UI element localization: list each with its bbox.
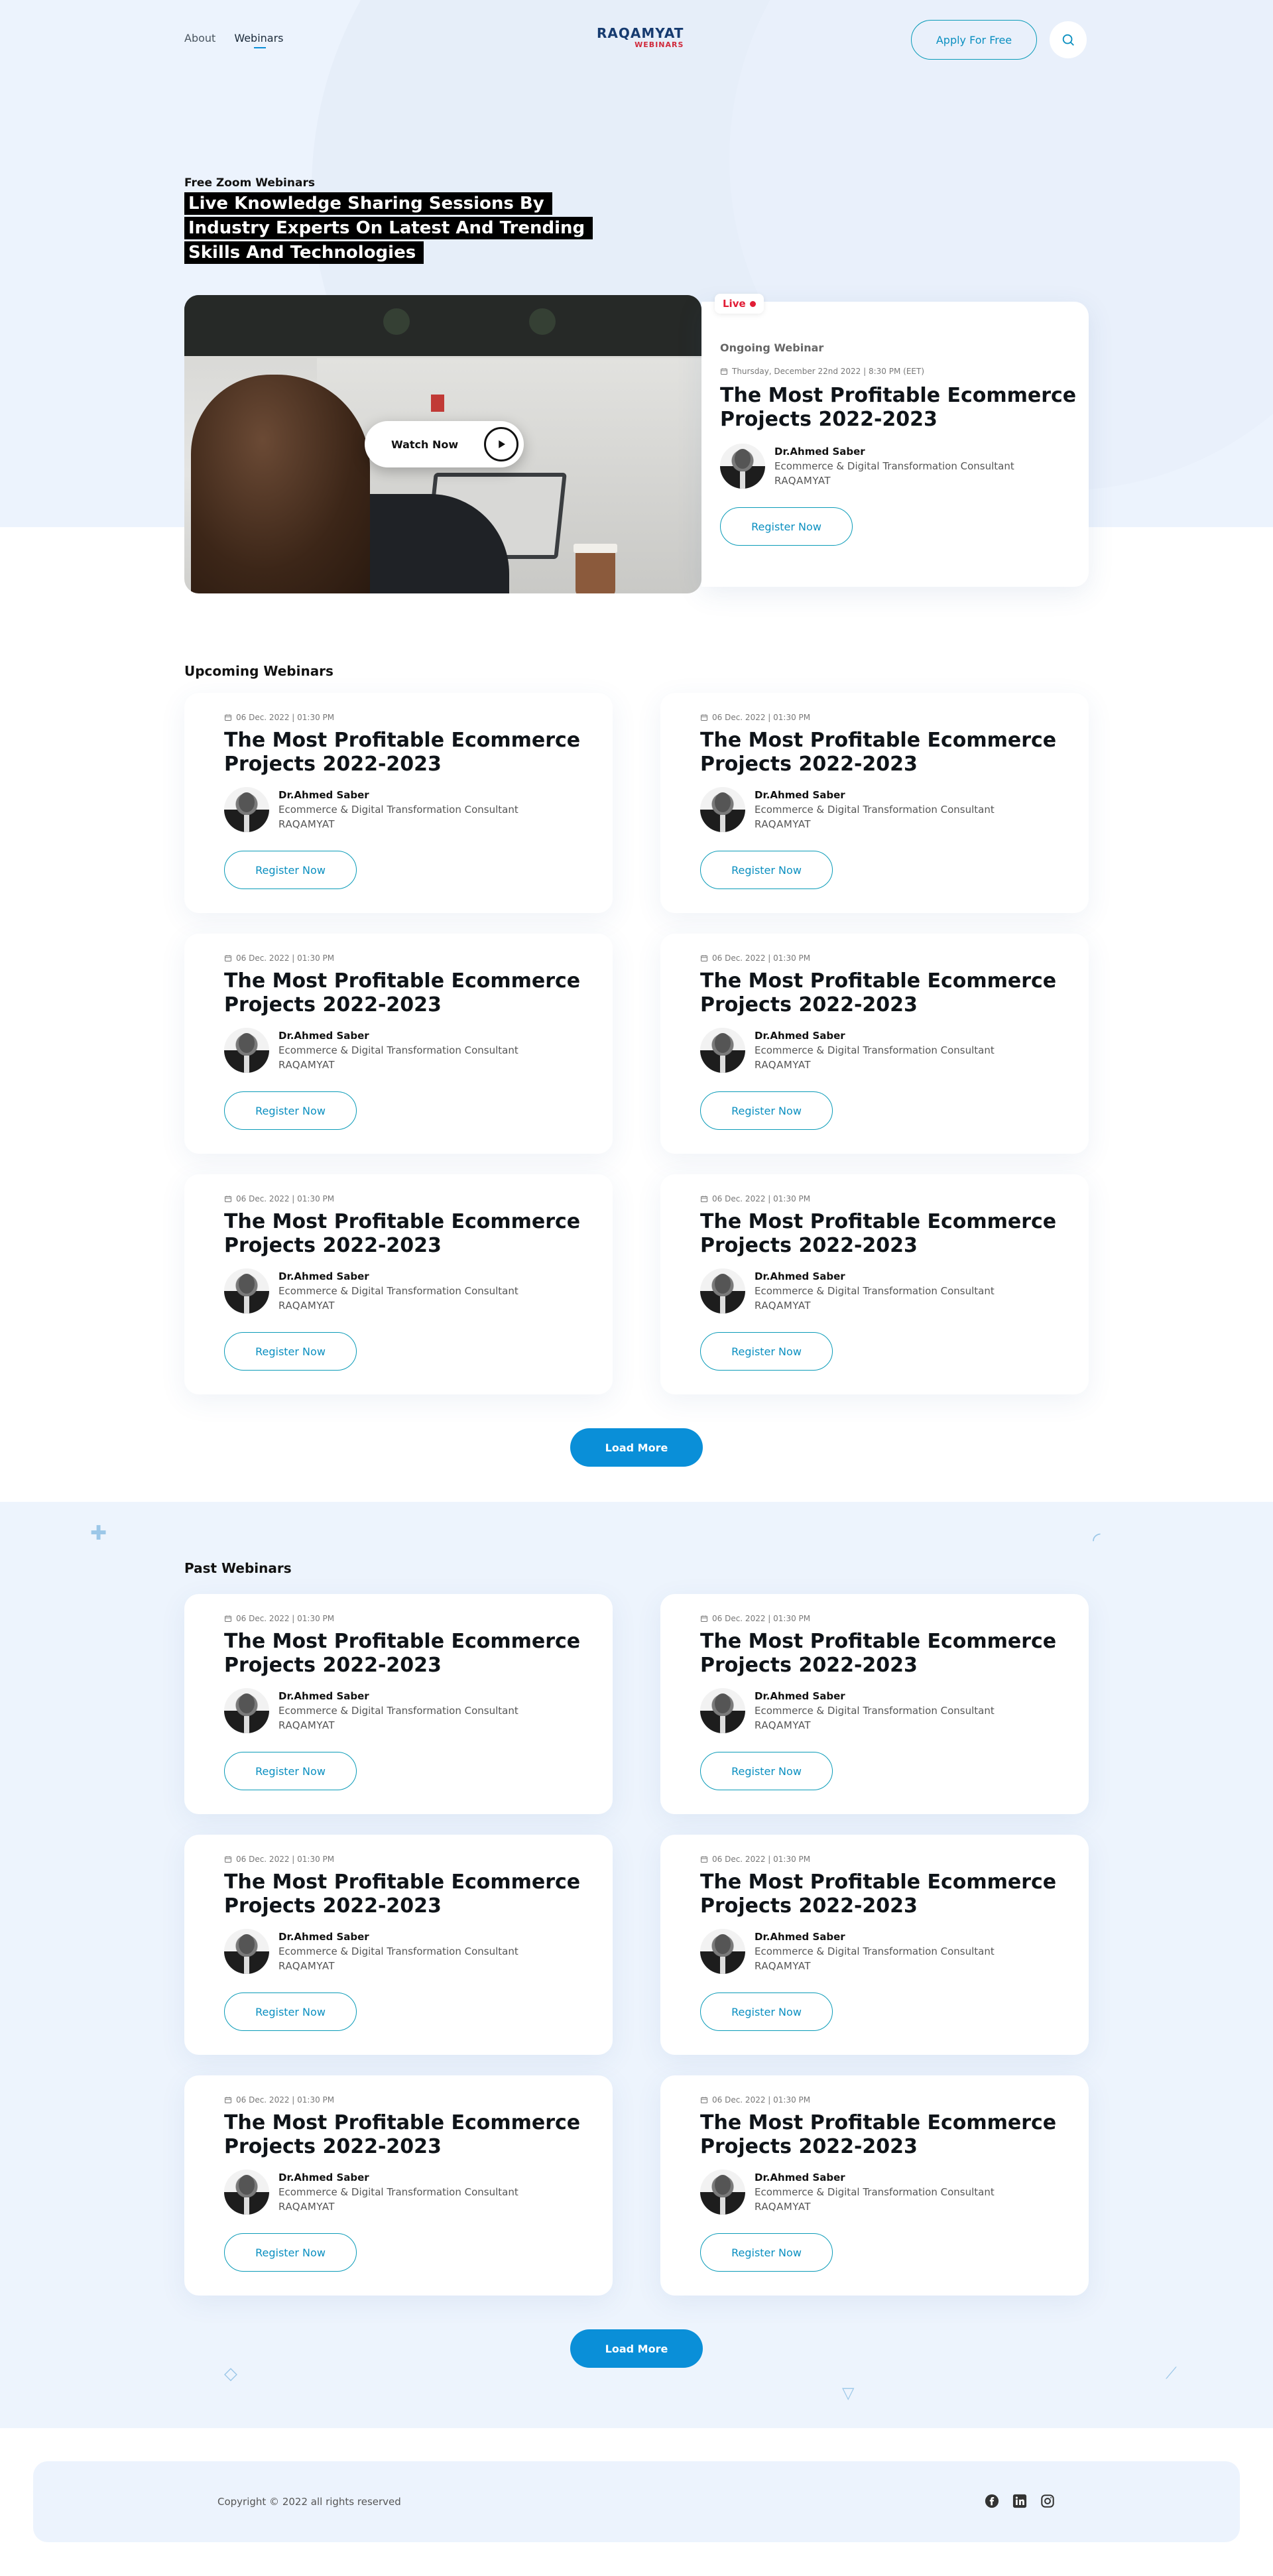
webinar-title: The Most Profitable Ecommerce Projects 2022-2023 bbox=[224, 1210, 581, 1257]
speaker bbox=[224, 2170, 518, 2215]
speaker-role: Ecommerce & Digital Transformation Consultant bbox=[278, 2186, 518, 2198]
speaker-role: Ecommerce & Digital Transformation Consultant bbox=[278, 1285, 518, 1297]
speaker-role: Ecommerce & Digital Transformation Consultant bbox=[278, 804, 518, 816]
live-dot-icon bbox=[750, 301, 756, 307]
calendar-icon bbox=[700, 2096, 708, 2104]
webinar-date bbox=[224, 1614, 334, 1623]
play-icon bbox=[484, 427, 518, 461]
webinar-date-text: 06 Dec. 2022 | 01:30 PM bbox=[236, 1614, 335, 1623]
speaker-name: Dr.Ahmed Saber bbox=[278, 2172, 369, 2183]
speaker-org: RAQAMYAT bbox=[278, 2201, 335, 2213]
webinar-date-text: 06 Dec. 2022 | 01:30 PM bbox=[712, 953, 811, 963]
webinar-title: The Most Profitable Ecommerce Projects 2022-2023 bbox=[720, 384, 1077, 431]
past-webinars-title: Past Webinars bbox=[184, 1560, 292, 1576]
webinar-date bbox=[700, 2095, 810, 2105]
speaker-role: Ecommerce & Digital Transformation Consultant bbox=[755, 804, 995, 816]
webinar-card bbox=[660, 1835, 1089, 2055]
register-now-button[interactable]: Register Now bbox=[224, 851, 357, 889]
speaker-org: RAQAMYAT bbox=[755, 2201, 812, 2213]
avatar bbox=[700, 1929, 745, 1974]
register-now-button[interactable]: Register Now bbox=[700, 1091, 833, 1130]
logo-subtitle: WEBINARS bbox=[635, 40, 684, 49]
webinar-date bbox=[224, 1855, 334, 1864]
speaker-role: Ecommerce & Digital Transformation Consultant bbox=[278, 1705, 518, 1717]
speaker-org: RAQAMYAT bbox=[755, 1059, 812, 1071]
speaker bbox=[224, 787, 518, 832]
register-now-button[interactable]: Register Now bbox=[720, 507, 853, 546]
avatar bbox=[224, 1268, 269, 1314]
speaker-org: RAQAMYAT bbox=[278, 818, 335, 830]
watch-now-label: Watch Now bbox=[391, 438, 459, 451]
site-header bbox=[184, 20, 1089, 60]
copyright-text: Copyright © 2022 all rights reserved bbox=[217, 2496, 401, 2508]
search-icon bbox=[1061, 32, 1075, 47]
speaker-name: Dr.Ahmed Saber bbox=[278, 1270, 369, 1282]
webinar-card bbox=[660, 2075, 1089, 2296]
register-now-button[interactable]: Register Now bbox=[700, 851, 833, 889]
webinar-card bbox=[660, 1174, 1089, 1394]
speaker bbox=[224, 1268, 518, 1314]
webinar-card bbox=[660, 693, 1089, 913]
photo-coffee-cup bbox=[576, 550, 615, 593]
hero-title-text: Live Knowledge Sharing Sessions By Industry Experts On Latest And Trending Skills And Technologies bbox=[184, 192, 593, 264]
calendar-icon bbox=[224, 1615, 232, 1623]
webinar-date-text: 06 Dec. 2022 | 01:30 PM bbox=[712, 1614, 811, 1623]
calendar-icon bbox=[700, 954, 708, 962]
webinar-date bbox=[700, 1855, 810, 1864]
linkedin-icon[interactable] bbox=[1012, 2493, 1028, 2509]
speaker-role: Ecommerce & Digital Transformation Consultant bbox=[755, 1044, 995, 1056]
avatar bbox=[700, 1028, 745, 1073]
nav-webinars[interactable]: Webinars bbox=[234, 32, 284, 44]
webinar-title: The Most Profitable Ecommerce Projects 2022-2023 bbox=[224, 969, 581, 1016]
speaker-role: Ecommerce & Digital Transformation Consultant bbox=[278, 1044, 518, 1056]
register-now-button[interactable]: Register Now bbox=[224, 2233, 357, 2272]
speaker-name: Dr.Ahmed Saber bbox=[278, 1030, 369, 1042]
calendar-icon bbox=[700, 1195, 708, 1203]
speaker-role: Ecommerce & Digital Transformation Consultant bbox=[755, 1285, 995, 1297]
speaker bbox=[224, 1028, 518, 1073]
calendar-icon bbox=[224, 954, 232, 962]
speaker bbox=[224, 1688, 518, 1733]
webinar-card bbox=[184, 693, 613, 913]
speaker-name: Dr.Ahmed Saber bbox=[278, 1690, 369, 1702]
webinar-card bbox=[184, 1174, 613, 1394]
speaker-name: Dr.Ahmed Saber bbox=[755, 1690, 845, 1702]
speaker-name: Dr.Ahmed Saber bbox=[755, 789, 845, 801]
webinar-title: The Most Profitable Ecommerce Projects 2022-2023 bbox=[700, 1871, 1057, 1918]
speaker-org: RAQAMYAT bbox=[278, 1059, 335, 1071]
speaker bbox=[720, 444, 1014, 489]
speaker-name: Dr.Ahmed Saber bbox=[755, 1270, 845, 1282]
webinar-date-text: 06 Dec. 2022 | 01:30 PM bbox=[236, 713, 335, 722]
webinar-date bbox=[720, 367, 924, 376]
ongoing-webinar-video[interactable] bbox=[184, 295, 701, 593]
webinar-title: The Most Profitable Ecommerce Projects 2022-2023 bbox=[700, 1630, 1057, 1677]
avatar bbox=[720, 444, 765, 489]
photo-person-hair bbox=[191, 375, 370, 593]
avatar bbox=[224, 2170, 269, 2215]
speaker bbox=[700, 1268, 995, 1314]
hero-title bbox=[184, 192, 609, 266]
speaker-org: RAQAMYAT bbox=[774, 475, 831, 487]
speaker-name: Dr.Ahmed Saber bbox=[755, 2172, 845, 2183]
logo-wordmark: RAQAMYAT bbox=[597, 25, 684, 41]
register-now-button[interactable]: Register Now bbox=[224, 1993, 357, 2031]
webinar-card bbox=[660, 934, 1089, 1154]
webinar-date-text: 06 Dec. 2022 | 01:30 PM bbox=[236, 2095, 335, 2105]
webinar-date bbox=[700, 1614, 810, 1623]
calendar-icon bbox=[224, 1195, 232, 1203]
avatar bbox=[224, 787, 269, 832]
webinar-title: The Most Profitable Ecommerce Projects 2022-2023 bbox=[224, 1871, 581, 1918]
webinar-date-text: Thursday, December 22nd 2022 | 8:30 PM (EET) bbox=[732, 367, 925, 376]
webinar-card bbox=[184, 934, 613, 1154]
webinar-date bbox=[224, 2095, 334, 2105]
webinar-date-text: 06 Dec. 2022 | 01:30 PM bbox=[236, 1194, 335, 1203]
webinar-title: The Most Profitable Ecommerce Projects 2022-2023 bbox=[700, 1210, 1057, 1257]
webinar-date bbox=[700, 953, 810, 963]
webinar-card bbox=[184, 1835, 613, 2055]
speaker-name: Dr.Ahmed Saber bbox=[755, 1030, 845, 1042]
webinar-card bbox=[184, 1594, 613, 1814]
register-now-button[interactable]: Register Now bbox=[700, 1332, 833, 1371]
hero-intro bbox=[184, 176, 609, 266]
avatar bbox=[224, 1688, 269, 1733]
speaker-org: RAQAMYAT bbox=[755, 1960, 812, 1972]
load-more-upcoming-button[interactable]: Load More bbox=[570, 1428, 703, 1467]
register-now-button[interactable]: Register Now bbox=[700, 1993, 833, 2031]
speaker bbox=[700, 1929, 995, 1974]
speaker-name: Dr.Ahmed Saber bbox=[774, 446, 865, 458]
speaker bbox=[700, 787, 995, 832]
webinar-date-text: 06 Dec. 2022 | 01:30 PM bbox=[712, 1194, 811, 1203]
instagram-icon[interactable] bbox=[1040, 2493, 1056, 2509]
speaker-name: Dr.Ahmed Saber bbox=[755, 1931, 845, 1943]
plus-decor-icon: ✚ bbox=[90, 1522, 107, 1545]
webinar-date bbox=[700, 713, 810, 722]
load-more-past-button[interactable]: Load More bbox=[570, 2329, 703, 2368]
apply-for-free-button[interactable]: Apply For Free bbox=[911, 20, 1037, 60]
speaker-org: RAQAMYAT bbox=[755, 818, 812, 830]
webinar-title: The Most Profitable Ecommerce Projects 2022-2023 bbox=[700, 969, 1057, 1016]
ongoing-webinar-card bbox=[701, 298, 1089, 587]
speaker-name: Dr.Ahmed Saber bbox=[278, 1931, 369, 1943]
avatar bbox=[224, 1929, 269, 1974]
speaker bbox=[700, 2170, 995, 2215]
logo[interactable] bbox=[597, 27, 684, 48]
webinar-date bbox=[224, 713, 334, 722]
webinar-title: The Most Profitable Ecommerce Projects 2022-2023 bbox=[224, 729, 581, 776]
speaker-name: Dr.Ahmed Saber bbox=[278, 789, 369, 801]
arc-decor-icon: ◜ bbox=[1093, 1528, 1101, 1552]
ongoing-label: Ongoing Webinar bbox=[720, 341, 824, 354]
speaker bbox=[224, 1929, 518, 1974]
site-footer bbox=[33, 2461, 1240, 2542]
upcoming-webinars-title: Upcoming Webinars bbox=[184, 663, 333, 679]
photo-plant bbox=[383, 308, 410, 335]
avatar bbox=[700, 787, 745, 832]
register-now-button[interactable]: Register Now bbox=[224, 1332, 357, 1371]
watch-now-button[interactable] bbox=[365, 421, 524, 467]
speaker-org: RAQAMYAT bbox=[755, 1719, 812, 1731]
calendar-icon bbox=[700, 1855, 708, 1863]
avatar bbox=[700, 2170, 745, 2215]
register-now-button[interactable]: Register Now bbox=[700, 2233, 833, 2272]
webinar-date bbox=[224, 953, 334, 963]
nav-about[interactable]: About bbox=[184, 32, 216, 44]
facebook-icon[interactable] bbox=[984, 2493, 1000, 2509]
webinar-date bbox=[700, 1194, 810, 1203]
calendar-icon bbox=[224, 713, 232, 721]
register-now-button[interactable]: Register Now bbox=[700, 1752, 833, 1790]
calendar-icon bbox=[224, 2096, 232, 2104]
webinar-title: The Most Profitable Ecommerce Projects 2022-2023 bbox=[700, 2111, 1057, 2158]
photo-object bbox=[431, 395, 444, 412]
webinar-date-text: 06 Dec. 2022 | 01:30 PM bbox=[236, 953, 335, 963]
photo-background bbox=[184, 295, 701, 356]
register-now-button[interactable]: Register Now bbox=[224, 1091, 357, 1130]
webinar-date-text: 06 Dec. 2022 | 01:30 PM bbox=[712, 713, 811, 722]
speaker-role: Ecommerce & Digital Transformation Consultant bbox=[755, 1945, 995, 1957]
line-decor-icon: ⟋ bbox=[1166, 2364, 1177, 2382]
square-decor-icon: ◇ bbox=[224, 2364, 237, 2384]
webinar-title: The Most Profitable Ecommerce Projects 2022-2023 bbox=[224, 2111, 581, 2158]
webinar-date-text: 06 Dec. 2022 | 01:30 PM bbox=[712, 2095, 811, 2105]
register-now-button[interactable]: Register Now bbox=[224, 1752, 357, 1790]
speaker-role: Ecommerce & Digital Transformation Consultant bbox=[278, 1945, 518, 1957]
speaker-org: RAQAMYAT bbox=[755, 1300, 812, 1312]
speaker-org: RAQAMYAT bbox=[278, 1719, 335, 1731]
search-button[interactable] bbox=[1050, 21, 1087, 58]
live-label: Live bbox=[723, 298, 746, 310]
avatar bbox=[224, 1028, 269, 1073]
speaker-role: Ecommerce & Digital Transformation Consultant bbox=[755, 2186, 995, 2198]
speaker-org: RAQAMYAT bbox=[278, 1300, 335, 1312]
speaker bbox=[700, 1688, 995, 1733]
webinar-date-text: 06 Dec. 2022 | 01:30 PM bbox=[712, 1855, 811, 1864]
calendar-icon bbox=[700, 1615, 708, 1623]
webinar-date bbox=[224, 1194, 334, 1203]
avatar bbox=[700, 1688, 745, 1733]
social-links bbox=[984, 2493, 1056, 2509]
webinar-title: The Most Profitable Ecommerce Projects 2022-2023 bbox=[224, 1630, 581, 1677]
speaker-org: RAQAMYAT bbox=[278, 1960, 335, 1972]
webinar-card bbox=[184, 2075, 613, 2296]
speaker bbox=[700, 1028, 995, 1073]
avatar bbox=[700, 1268, 745, 1314]
live-badge bbox=[715, 294, 764, 314]
triangle-decor-icon: ▽ bbox=[842, 2384, 855, 2402]
calendar-icon bbox=[224, 1855, 232, 1863]
speaker-role: Ecommerce & Digital Transformation Consultant bbox=[755, 1705, 995, 1717]
calendar-icon bbox=[700, 713, 708, 721]
speaker-role: Ecommerce & Digital Transformation Consultant bbox=[774, 460, 1014, 472]
photo-plant bbox=[529, 308, 556, 335]
webinar-date-text: 06 Dec. 2022 | 01:30 PM bbox=[236, 1855, 335, 1864]
webinar-card bbox=[660, 1594, 1089, 1814]
hero-kicker: Free Zoom Webinars bbox=[184, 176, 315, 190]
main-nav bbox=[184, 32, 284, 44]
webinar-title: The Most Profitable Ecommerce Projects 2022-2023 bbox=[700, 729, 1057, 776]
calendar-icon bbox=[720, 367, 728, 375]
